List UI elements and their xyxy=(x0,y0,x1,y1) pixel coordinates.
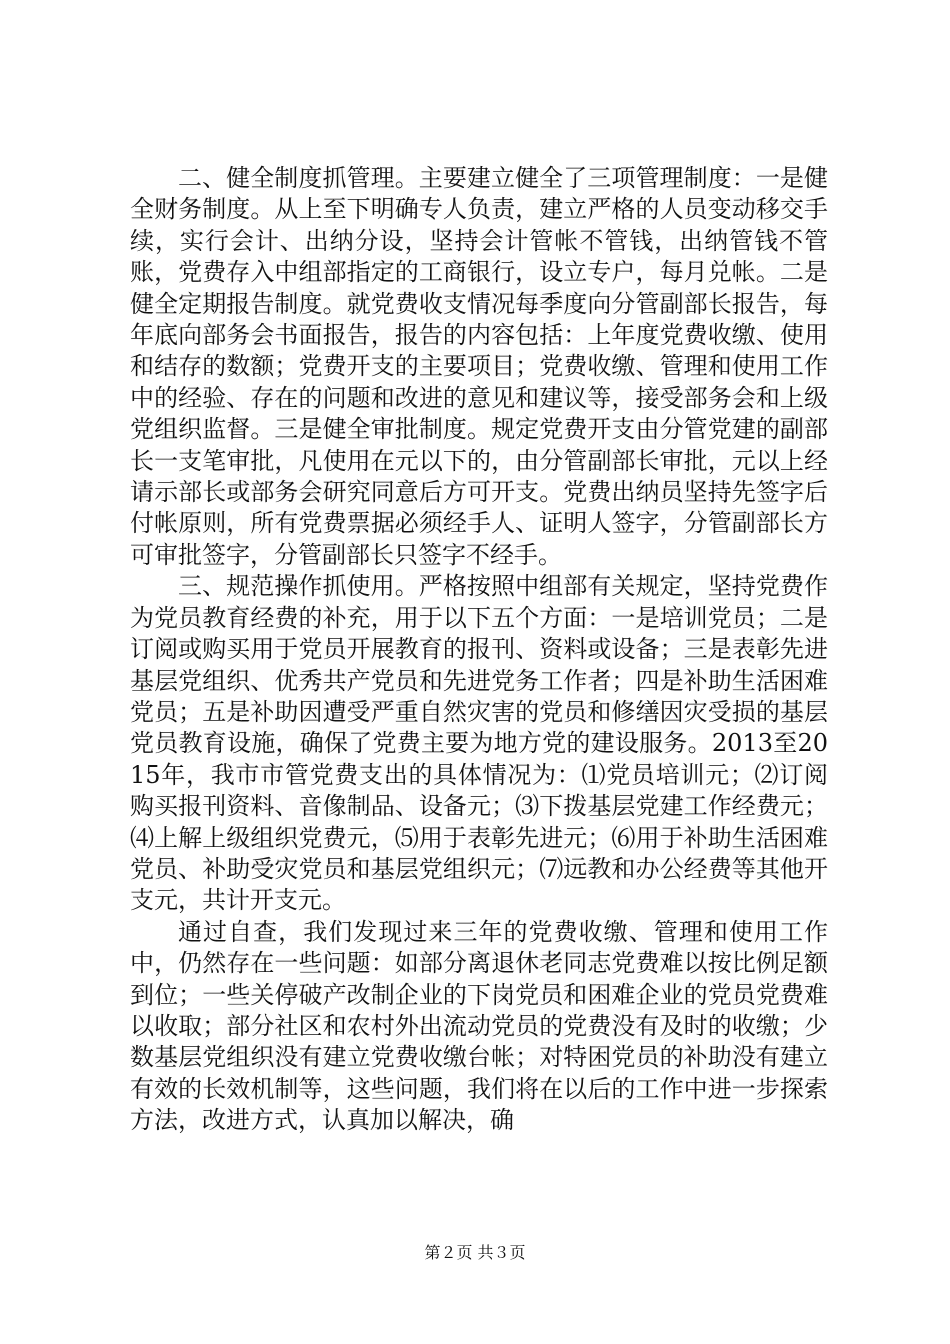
page-footer: 第２页 共３页 xyxy=(424,1243,526,1262)
paragraph-management-system: 二、健全制度抓管理。主要建立健全了三项管理制度：一是健全财务制度。从上至下明确专人负责，建立严格的人员变动移交手续，实行会计、出纳分设，坚持会计管帐不管钱，出纳管钱不管账，党费存入中组部指定的工商银行，设立专户，每月兑帐。二是健全定期报告制度。就党费收支情况每季度向分管副部长报告，每年底向部务会书面报告，报告的内容包括：上年度党费收缴、使用和结存的数额；党费开支的主要项目；党费收缴、管理和使用工作中的经验、存在的问题和改进的意见和建议等，接受部务会和上级党组织监督。三是健全审批制度。规定党费开支由分管党建的副部长一支笔审批，凡使用在元以下的，由分管副部长审批，元以上经请示部长或部务会研究同意后方可开支。党费出纳员坚持先签字后付帐原则，所有党费票据必须经手人、证明人签字，分管副部长方可审批签字，分管副部长只签字不经手。 xyxy=(130,164,828,569)
body-text xyxy=(130,163,828,1137)
paragraph-self-inspection: 通过自查，我们发现过来三年的党费收缴、管理和使用工作中，仍然存在一些问题：如部分离退休老同志党费难以按比例足额到位；一些关停破产改制企业的下岗党员和困难企业的党员党费难以收取；部分社区和农村外出流动党员的党费没有及时的收缴；少数基层党组织没有建立党费收缴台帐；对特困党员的补助没有建立有效的长效机制等，这些问题，我们将在以后的工作中进一步探索方法，改进方式，认真加以解决，确 xyxy=(130,917,828,1135)
paragraph-standard-usage: 三、规范操作抓使用。严格按照中组部有关规定，坚持党费作为党员教育经费的补充，用于以下五个方面：一是培训党员；二是订阅或购买用于党员开展教育的报刊、资料或设备；三是表彰先进基层党组织、优秀共产党员和先进党务工作者；四是补助生活困难党员；五是补助因遭受严重自然灾害的党员和修缮因灾受损的基层党员教育设施，确保了党费主要为地方党的建设服务。2013至2015年，我市市管党费支出的具体情况为：⑴党员培训元；⑵订阅购买报刊资料、音像制品、设备元；⑶下拨基层党建工作经费元；⑷上解上级组织党费元，⑸用于表彰先进元；⑹用于补助生活困难党员、补助受灾党员和基层党组织元；⑺远教和办公经费等其他开支元，共计开支元。 xyxy=(130,572,828,915)
